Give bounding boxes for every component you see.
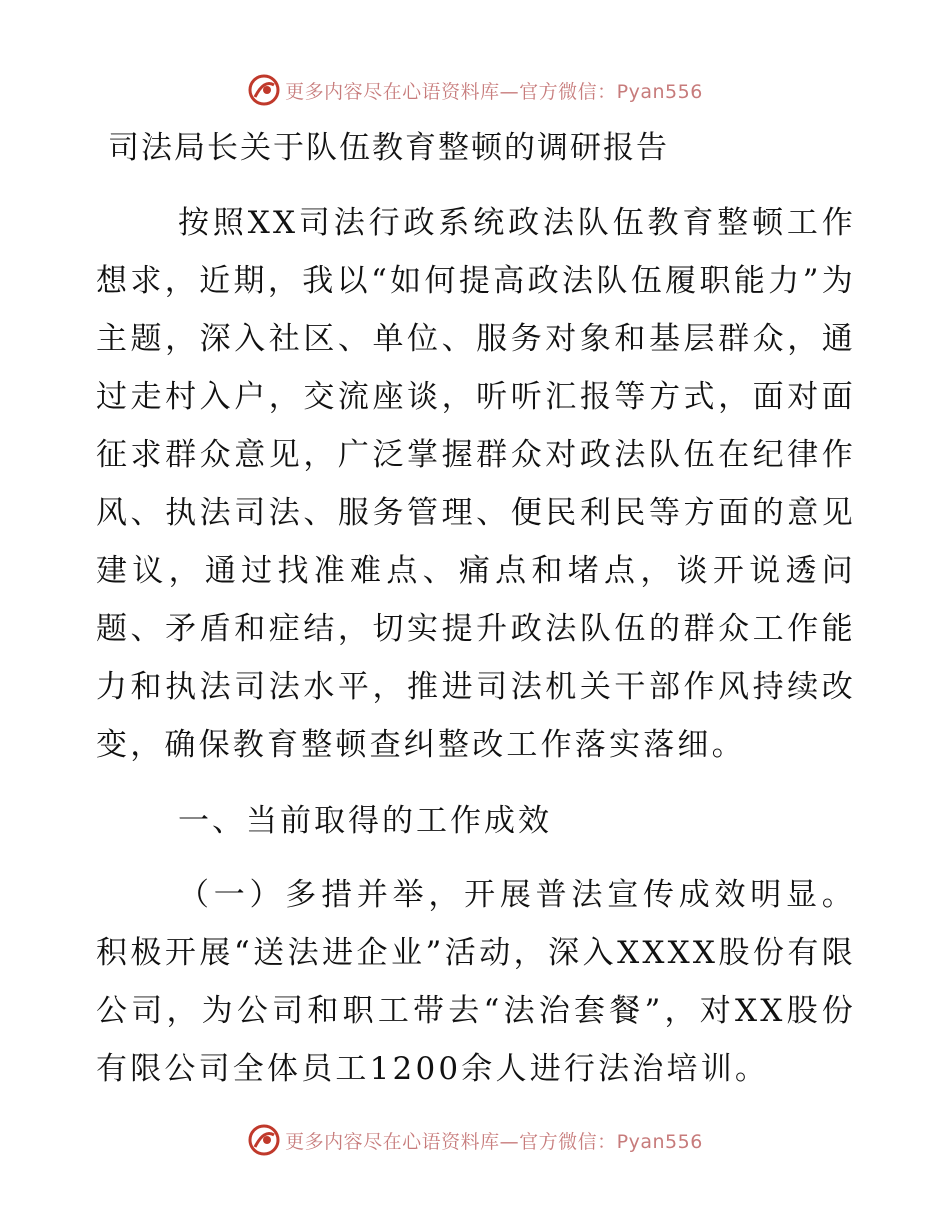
intro-paragraph: 按照XX司法行政系统政法队伍教育整顿工作想求，近期，我以“如何提高政法队伍履职能力”为主题，深入社区、单位、服务对象和基层群众，通过走村入户，交流座谈，听听汇报等方式，面对面征求群众意见，广泛掌握群众对政法队伍在纪律作风、执法司法、服务管理、便民利民等方面的意见建议，通过找准难点、痛点和堵点，谈开说透问题、矛盾和症结，切实提升政法队伍的群众工作能力和执法司法水平，推进司法机关干部作风持续改变，确保教育整顿查纠整改工作落实落细。 xyxy=(96,205,856,763)
watermark-banner-bottom xyxy=(0,1120,950,1160)
watermark-text: 更多内容尽在心语资料库—官方微信：Pyan556 xyxy=(285,80,703,103)
document-title: 司法局长关于队伍教育整顿的调研报告 xyxy=(108,130,669,166)
logo-icon xyxy=(247,73,281,107)
logo-icon xyxy=(247,1123,281,1157)
watermark-text: 更多内容尽在心语资料库—官方微信：Pyan556 xyxy=(285,1130,703,1153)
watermark-banner-top xyxy=(0,70,950,110)
section-heading: 一、当前取得的工作成效 xyxy=(178,803,552,839)
section-paragraph: （一）多措并举，开展普法宣传成效明显。积极开展“送法进企业”活动，深入XXXX股份有限公司，为公司和职工带去“法治套餐”，对XX股份有限公司全体员工1200余人进行法治培训。 xyxy=(96,877,856,1087)
